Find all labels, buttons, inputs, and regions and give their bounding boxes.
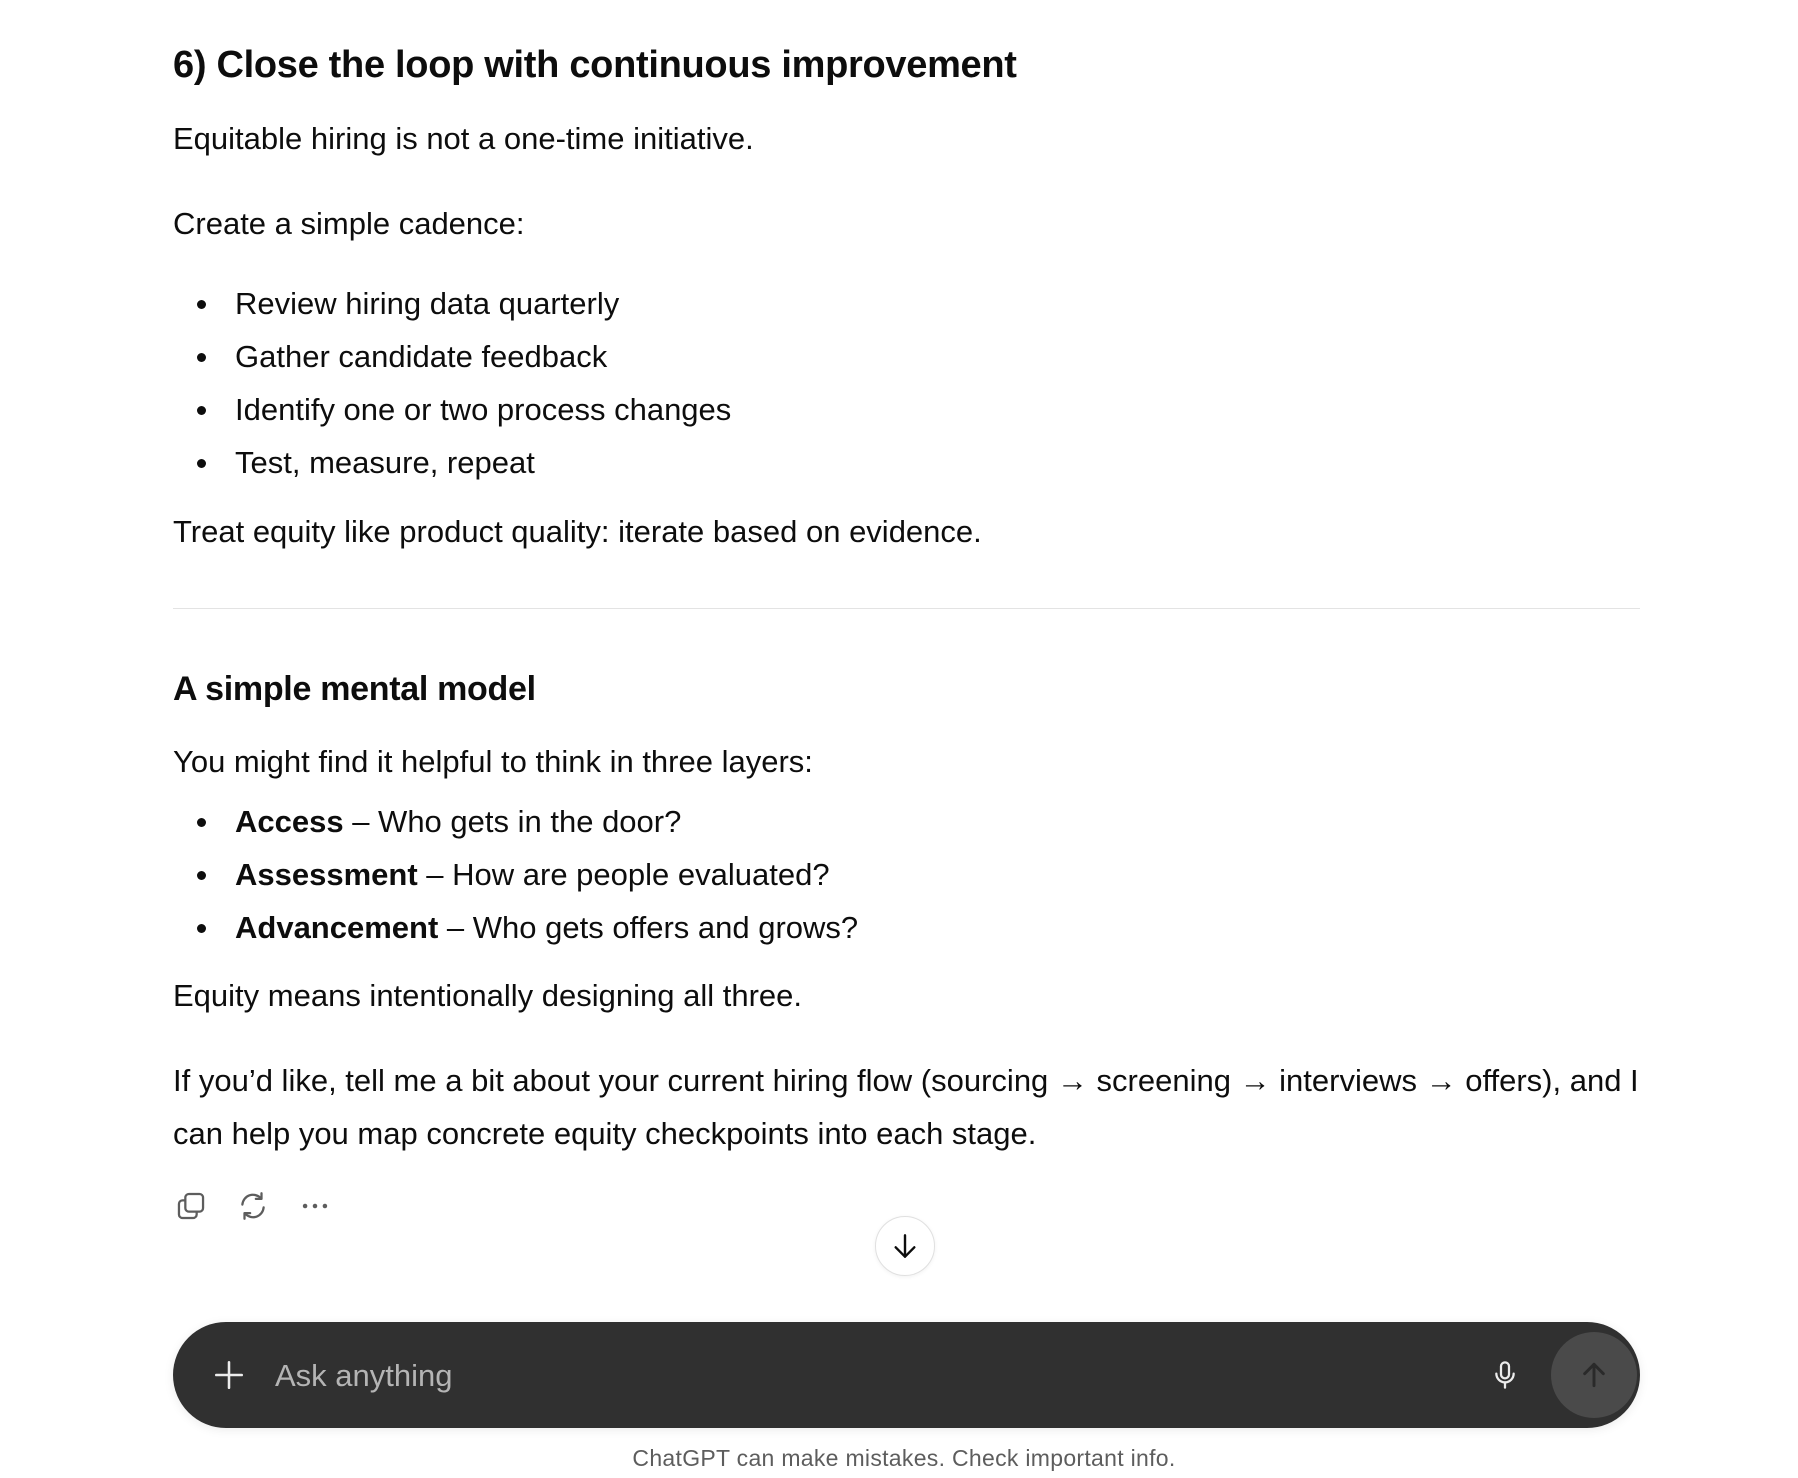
layer-term: Assessment [235,857,418,892]
layer-term: Access [235,804,344,839]
paragraph: Equitable hiring is not a one-time initiative. [173,121,754,156]
paragraph: Treat equity like product quality: iterate based on evidence. [173,514,982,549]
layer-description: – How are people evaluated? [417,857,830,892]
more-icon [298,1189,332,1223]
section-divider [173,608,1640,609]
list-item: Test, measure, repeat [173,436,731,489]
regenerate-button[interactable] [235,1188,271,1224]
message-actions [173,1188,333,1224]
send-arrow-icon [1578,1359,1610,1391]
list-item: Identify one or two process changes [173,383,731,436]
section-heading: A simple mental model [173,670,536,708]
layer-description: – Who gets in the door? [343,804,682,839]
more-options-button[interactable] [297,1188,333,1224]
section-heading: 6) Close the loop with continuous improvement [173,44,1017,86]
layer-term: Advancement [235,910,439,945]
layers-list [173,795,858,954]
list-item [173,795,858,848]
paragraph: You might find it helpful to think in three layers: [173,744,813,779]
arrow-down-icon [889,1230,921,1262]
list-item: Gather candidate feedback [173,330,731,383]
scroll-to-bottom-button[interactable] [875,1216,935,1276]
copy-icon [174,1189,208,1223]
paragraph: Create a simple cadence: [173,206,525,241]
microphone-icon [1489,1359,1521,1391]
cadence-list [173,277,731,489]
send-button[interactable] [1551,1332,1637,1418]
list-item: Review hiring data quarterly [173,277,731,330]
copy-button[interactable] [173,1188,209,1224]
plus-icon [212,1358,246,1392]
list-item [173,901,858,954]
message-composer [173,1322,1640,1428]
layer-description: – Who gets offers and grows? [438,910,859,945]
paragraph: Equity means intentionally designing all three. [173,978,802,1013]
disclaimer-text: ChatGPT can make mistakes. Check important info. [632,1445,1176,1471]
add-attachment-button[interactable] [209,1355,249,1395]
dictate-button[interactable] [1485,1355,1525,1395]
list-item [173,848,858,901]
prompt-input[interactable] [273,1350,1327,1402]
paragraph: If you’d like, tell me a bit about your current hiring flow (sourcing → screening → interviews → offers), and I can help you map concrete equity checkpoints into each stage. [173,1063,1639,1151]
regenerate-icon [236,1189,270,1223]
